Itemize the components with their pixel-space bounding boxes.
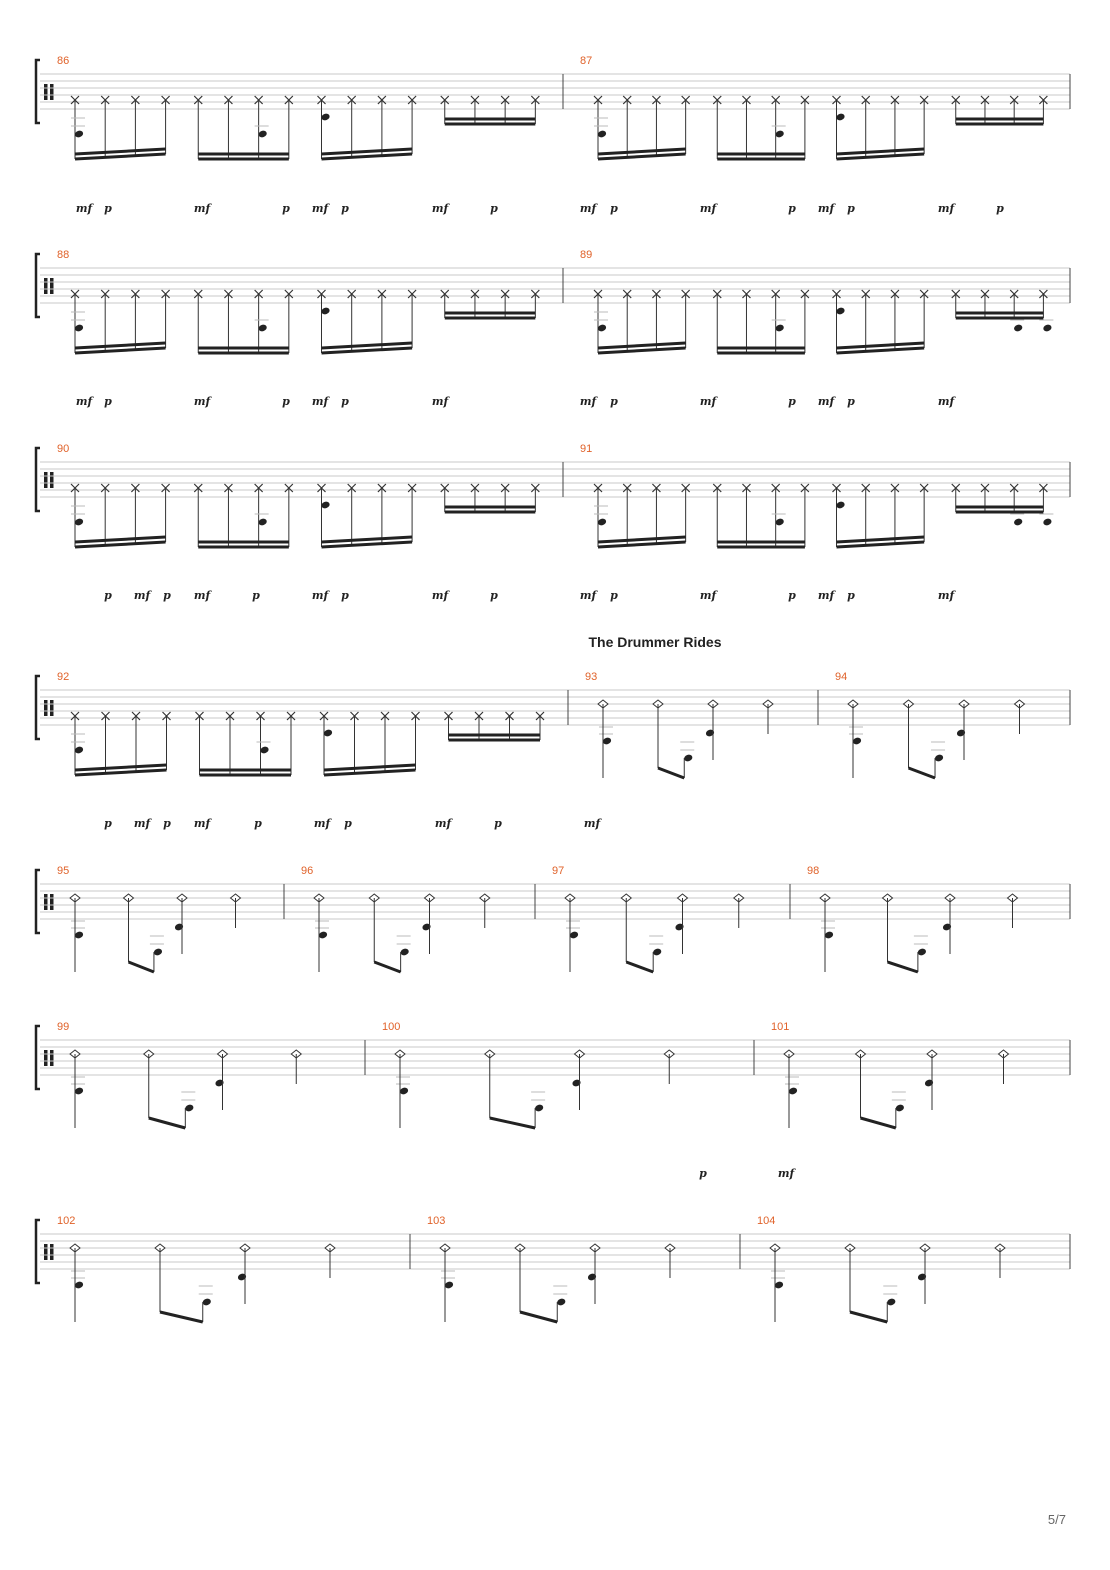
dynamic-marking: mf <box>133 817 151 830</box>
dynamic-marking: mf <box>313 817 331 830</box>
system-bracket <box>36 870 40 933</box>
system-bracket <box>36 448 40 511</box>
dynamic-marking: p <box>610 202 618 215</box>
dynamic-marking: p <box>282 395 290 408</box>
measure-number: 89 <box>580 249 593 261</box>
staff-system <box>36 443 1070 602</box>
notehead <box>942 923 952 932</box>
beam <box>888 962 918 972</box>
beam <box>129 962 154 972</box>
dynamic-marking: mf <box>431 395 449 408</box>
dynamic-marking: mf <box>579 589 597 602</box>
measure-number: 88 <box>57 249 70 261</box>
measure-number: 97 <box>552 865 565 877</box>
notehead <box>237 1273 247 1282</box>
measure-number: 98 <box>807 865 820 877</box>
measure-number: 101 <box>771 1021 790 1033</box>
dynamic-marking: p <box>104 817 112 830</box>
beam <box>909 768 936 778</box>
percussion-clef <box>50 894 54 910</box>
measure-number: 95 <box>57 865 70 877</box>
dynamic-marking: mf <box>193 395 211 408</box>
dynamic-marking: mf <box>193 817 211 830</box>
dynamic-marking: mf <box>817 395 835 408</box>
measure-number: 104 <box>757 1215 776 1227</box>
notehead <box>571 1079 581 1088</box>
notehead <box>1042 518 1052 527</box>
dynamic-marking: p <box>494 817 502 830</box>
dynamic-marking: mf <box>937 395 955 408</box>
dynamic-marking: mf <box>431 589 449 602</box>
system-bracket <box>36 1026 40 1089</box>
measure-number: 92 <box>57 671 70 683</box>
dynamic-marking: p <box>847 395 855 408</box>
dynamic-marking: mf <box>311 202 329 215</box>
notehead <box>1013 324 1023 333</box>
beam <box>520 1312 557 1322</box>
dynamic-marking: mf <box>699 202 717 215</box>
percussion-clef <box>44 1244 48 1260</box>
notehead <box>924 1079 934 1088</box>
dynamic-marking: mf <box>699 589 717 602</box>
dynamic-marking: p <box>788 202 796 215</box>
notehead <box>1042 324 1052 333</box>
dynamic-marking: mf <box>311 589 329 602</box>
dynamic-marking: mf <box>579 395 597 408</box>
section-title: The Drummer Rides <box>588 634 722 650</box>
beam <box>626 962 653 972</box>
beam <box>850 1312 887 1322</box>
dynamic-marking: p <box>788 589 796 602</box>
percussion-clef <box>44 472 48 488</box>
measure-number: 87 <box>580 55 593 67</box>
system-bracket <box>36 60 40 123</box>
dynamic-marking: p <box>163 589 171 602</box>
dynamic-marking: p <box>788 395 796 408</box>
dynamic-marking: p <box>104 395 112 408</box>
percussion-clef <box>50 700 54 716</box>
dynamic-marking: mf <box>699 395 717 408</box>
percussion-clef <box>50 1244 54 1260</box>
measure-number: 102 <box>57 1215 76 1227</box>
measure-number: 94 <box>835 671 848 683</box>
dynamic-marking: p <box>847 202 855 215</box>
staff-system <box>36 671 1070 830</box>
dynamic-marking: p <box>490 202 498 215</box>
dynamic-marking: p <box>341 589 349 602</box>
beam <box>374 962 400 972</box>
dynamic-marking: mf <box>579 202 597 215</box>
dynamic-marking: p <box>699 1167 707 1180</box>
dynamic-marking: p <box>847 589 855 602</box>
system-bracket <box>36 254 40 317</box>
dynamic-marking: mf <box>193 202 211 215</box>
notehead <box>674 923 684 932</box>
dynamic-marking: p <box>104 589 112 602</box>
dynamic-marking: mf <box>777 1167 795 1180</box>
measure-number: 103 <box>427 1215 446 1227</box>
percussion-clef <box>44 278 48 294</box>
notehead <box>705 729 715 738</box>
percussion-clef <box>50 84 54 100</box>
dynamic-marking: p <box>341 395 349 408</box>
dynamic-marking: mf <box>583 817 601 830</box>
dynamic-marking: p <box>252 589 260 602</box>
staff-system <box>36 55 1070 215</box>
dynamic-marking: mf <box>193 589 211 602</box>
percussion-clef <box>44 894 48 910</box>
system-bracket <box>36 1220 40 1283</box>
dynamic-marking: mf <box>817 589 835 602</box>
percussion-clef <box>44 1050 48 1066</box>
dynamic-marking: p <box>490 589 498 602</box>
dynamic-marking: p <box>610 589 618 602</box>
dynamic-marking: mf <box>431 202 449 215</box>
beam <box>149 1118 186 1128</box>
notehead <box>174 923 184 932</box>
measure-number: 99 <box>57 1021 70 1033</box>
dynamic-marking: p <box>163 817 171 830</box>
dynamic-marking: p <box>341 202 349 215</box>
dynamic-marking: mf <box>133 589 151 602</box>
notehead <box>1013 518 1023 527</box>
measure-number: 91 <box>580 443 593 455</box>
measure-number: 93 <box>585 671 598 683</box>
measure-number: 96 <box>301 865 314 877</box>
staff-system <box>36 1215 1070 1322</box>
beam <box>861 1118 896 1128</box>
dynamic-marking: mf <box>937 202 955 215</box>
notehead <box>587 1273 597 1282</box>
notehead <box>917 1273 927 1282</box>
dynamic-marking: p <box>104 202 112 215</box>
staff-system <box>36 865 1070 972</box>
page-number: 5/7 <box>1047 1512 1066 1527</box>
dynamic-marking: p <box>254 817 262 830</box>
dynamic-marking: mf <box>937 589 955 602</box>
dynamic-marking: mf <box>311 395 329 408</box>
dynamic-marking: mf <box>75 395 93 408</box>
dynamic-marking: mf <box>75 202 93 215</box>
percussion-clef <box>44 700 48 716</box>
dynamic-marking: mf <box>817 202 835 215</box>
system-bracket <box>36 676 40 739</box>
beam <box>490 1118 535 1128</box>
notehead <box>421 923 431 932</box>
percussion-clef <box>44 84 48 100</box>
measure-number: 86 <box>57 55 70 67</box>
dynamic-marking: p <box>344 817 352 830</box>
staff-system <box>36 1021 1070 1180</box>
percussion-clef <box>50 278 54 294</box>
measure-number: 100 <box>382 1021 401 1033</box>
percussion-clef <box>50 1050 54 1066</box>
staff-system <box>36 249 1070 408</box>
beam <box>658 768 684 778</box>
dynamic-marking: mf <box>434 817 452 830</box>
dynamic-marking: p <box>996 202 1004 215</box>
notehead <box>956 729 966 738</box>
beam <box>160 1312 203 1322</box>
dynamic-marking: p <box>610 395 618 408</box>
percussion-clef <box>50 472 54 488</box>
dynamic-marking: p <box>282 202 290 215</box>
notehead <box>214 1079 224 1088</box>
measure-number: 90 <box>57 443 70 455</box>
